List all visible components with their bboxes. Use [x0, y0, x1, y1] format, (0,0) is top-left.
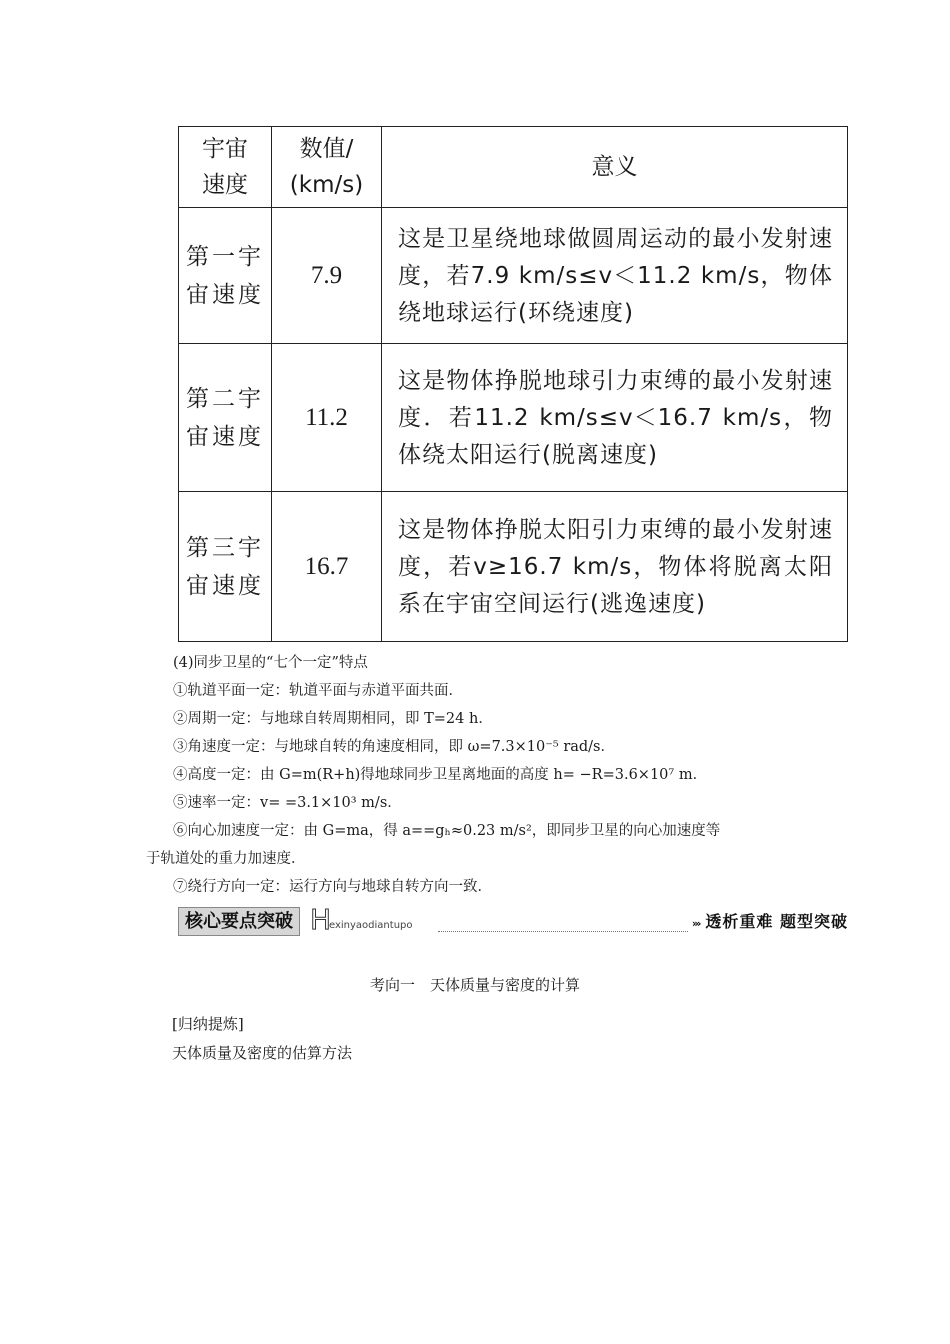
note-item: ⑥向心加速度一定：由 G=ma，得 a==gₕ≈0.23 m/s²，即同步卫星的向心加速度等 [173, 823, 721, 839]
note-item: ②周期一定：与地球自转周期相同，即 T=24 h． [173, 711, 493, 727]
velocity-value: 7.9 [272, 208, 382, 344]
velocity-meaning: 这是物体挣脱太阳引力束缚的最小发射速度，若v≥16.7 km/s，物体将脱离太阳系在宇宙空间运行(逃逸速度) [382, 492, 848, 642]
summary-text: 天体质量及密度的估算方法 [172, 1044, 353, 1062]
chevrons-icon: ››› [691, 917, 700, 930]
banner-pinyin: exinyaodiantupo [329, 920, 413, 931]
table-header-row [179, 127, 848, 208]
cosmic-velocity-table [178, 126, 848, 642]
summary-block [172, 1010, 352, 1068]
velocity-value: 11.2 [272, 344, 382, 492]
note-item: ⑦绕行方向一定：运行方向与地球自转方向一致． [173, 879, 492, 895]
header-velocity: 宇宙 速度 [179, 127, 272, 208]
section-banner [178, 903, 848, 937]
header-meaning: 意义 [382, 127, 848, 208]
section-title: 考向一 天体质量与密度的计算 [369, 976, 580, 994]
velocity-name: 第一宇 宙速度 [179, 208, 272, 344]
banner-right-text: 透析重难 题型突破 [705, 912, 848, 931]
summary-tag: [归纳提炼] [172, 1015, 244, 1033]
notes-title: (4)同步卫星的“七个一定”特点 [173, 655, 368, 671]
sync-satellite-notes [146, 649, 846, 901]
banner-left-label: 核心要点突破 [178, 907, 300, 936]
velocity-meaning: 这是卫星绕地球做圆周运动的最小发射速度，若7.9 km/s≤v＜11.2 km/s，物体绕地球运行(环绕速度) [382, 208, 848, 344]
velocity-name: 第二宇 宙速度 [179, 344, 272, 492]
note-item: ③角速度一定：与地球自转的角速度相同，即 ω=7.3×10⁻⁵ rad/s． [173, 739, 616, 755]
note-item: ④高度一定：由 G=m(R+h)得地球同步卫星离地面的高度 h= −R=3.6×10⁷ m． [173, 767, 708, 783]
table-row [179, 344, 848, 492]
banner-h-letter: H [310, 903, 332, 936]
note-item: ⑤速率一定：v= =3.1×10³ m/s． [173, 795, 402, 811]
velocity-name: 第三宇 宙速度 [179, 492, 272, 642]
velocity-value: 16.7 [272, 492, 382, 642]
velocity-meaning: 这是物体挣脱地球引力束缚的最小发射速度．若11.2 km/s≤v＜16.7 km/s，物体绕太阳运行(脱离速度) [382, 344, 848, 492]
note-item: ①轨道平面一定：轨道平面与赤道平面共面． [173, 683, 463, 699]
banner-divider [438, 931, 688, 932]
note-item-continuation: 于轨道处的重力加速度． [146, 851, 306, 867]
header-value: 数值/ (km/s) [272, 127, 382, 208]
banner-right-label [692, 909, 848, 937]
table-row [179, 208, 848, 344]
table-row [179, 492, 848, 642]
